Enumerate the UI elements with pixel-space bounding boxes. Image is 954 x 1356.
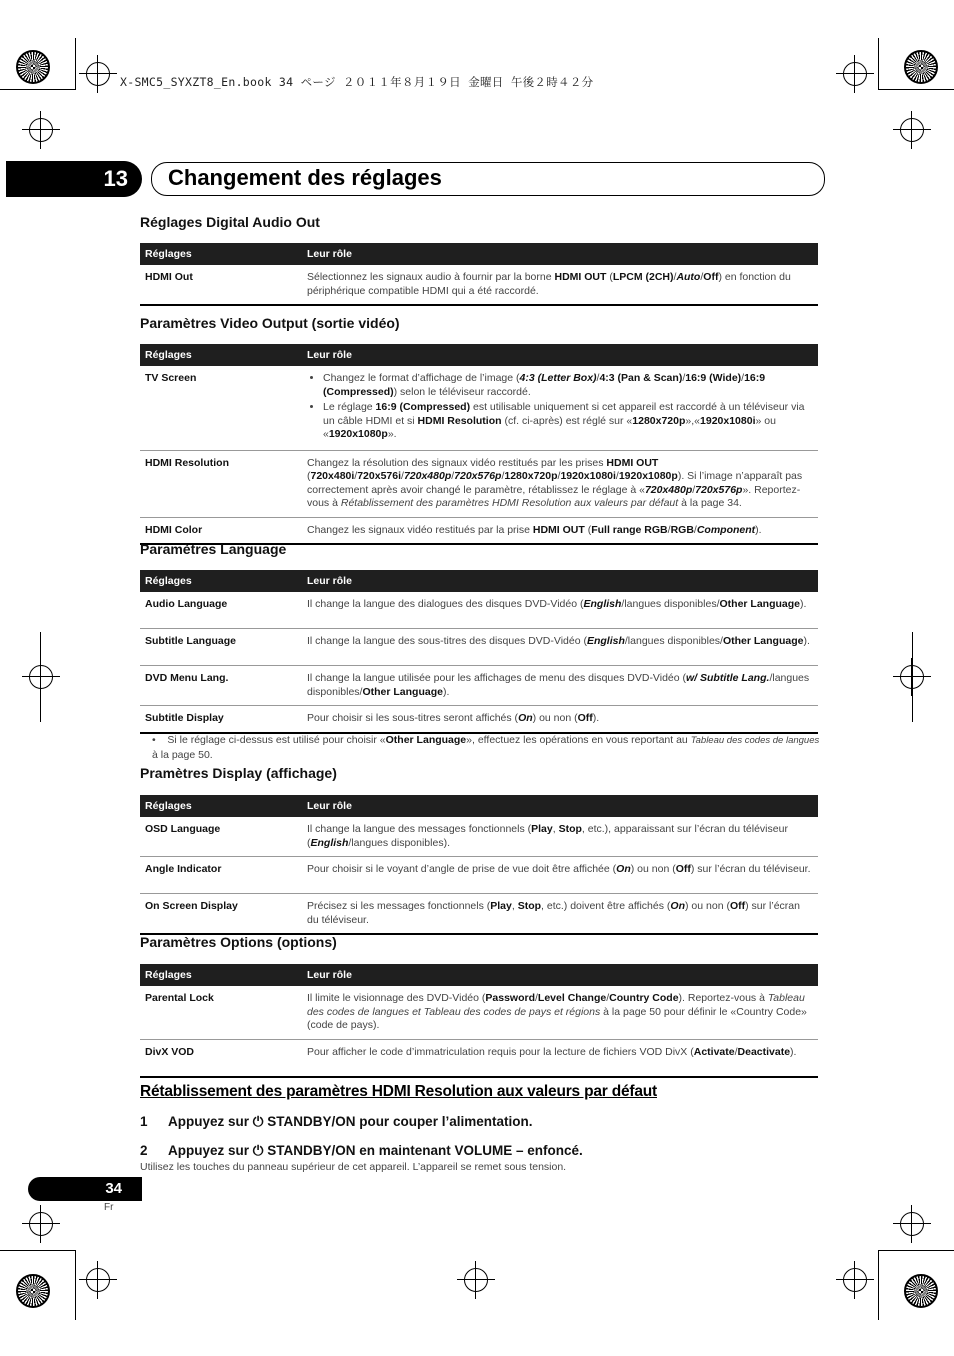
table-row — [140, 706, 818, 733]
color-target-icon — [904, 1274, 938, 1308]
setting-desc: Il change la langue des dialogues des disques DVD-Vidéo (English/langues disponibles/Other Language). — [302, 592, 818, 629]
registration-target-icon — [843, 62, 867, 86]
registration-target-icon — [900, 1212, 924, 1236]
setting-name: HDMI Out — [140, 265, 302, 305]
table-row — [140, 986, 818, 1039]
crop-mark — [878, 89, 954, 90]
registration-target-icon — [86, 1268, 110, 1292]
setting-desc: Il change la langue utilisée pour les affichages de menu des disques DVD-Vidéo (w/ Subtitle Lang./langues disponibles/Other Language). — [302, 666, 818, 706]
setting-desc: Il limite le visionnage des DVD-Vidéo (Password/Level Change/Country Code). Reportez-vous à Tableau des codes de langues et Tableau des codes de pays et régions à la page 50 pour définir le «Country Code» (code de pays). — [302, 986, 818, 1039]
setting-name: Subtitle Display — [140, 706, 302, 733]
print-header: X-SMC5_SYXZT8_En.book 34 ページ ２０１１年８月１９日 金曜日 午後２時４２分 — [120, 75, 594, 89]
registration-target-icon — [900, 665, 924, 689]
crop-mark — [878, 38, 879, 90]
color-target-icon — [16, 50, 50, 84]
col-role: Leur rôle — [302, 795, 818, 817]
language-table — [140, 570, 818, 734]
setting-name: Subtitle Language — [140, 629, 302, 666]
registration-target-icon — [464, 1268, 488, 1292]
color-target-icon — [904, 50, 938, 84]
setting-desc: Précisez si les messages fonctionnels (Play, Stop, etc.) doivent être affichés (On) ou non (Off) sur l’écran du téléviseur. — [302, 894, 818, 935]
col-setting: Réglages — [140, 243, 302, 265]
digital-audio-table — [140, 243, 818, 306]
table-row — [140, 857, 818, 894]
page-number-badge: 34 — [28, 1177, 142, 1201]
setting-desc: Il change la langue des sous-titres des disques DVD-Vidéo (English/langues disponibles/Other Language). — [302, 629, 818, 666]
setting-name: TV Screen — [140, 366, 302, 450]
setting-name: Angle Indicator — [140, 857, 302, 894]
table-row — [140, 265, 818, 305]
bullet-item: • Changez le format d’affichage de l’image (4:3 (Letter Box)/4:3 (Pan & Scan)/16:9 (Wide)/16:9 (Compressed)) selon le téléviseur raccordé. — [323, 372, 813, 399]
col-setting: Réglages — [140, 344, 302, 366]
step-2: 2 Appuyez sur ⏻ STANDBY/ON en maintenant VOLUME – enfoncé. — [140, 1143, 583, 1158]
setting-desc: Sélectionnez les signaux audio à fournir par la borne HDMI OUT (LPCM (2CH)/Auto/Off) en fonction du périphérique compatible HDMI qui a été raccordé. — [302, 265, 818, 305]
setting-desc: Pour choisir si le voyant d’angle de prise de vue doit être affichée (On) ou non (Off) sur l’écran du téléviseur. — [302, 857, 818, 894]
table-row — [140, 1039, 818, 1077]
table-row — [140, 592, 818, 629]
setting-name: HDMI Color — [140, 517, 302, 544]
registration-target-icon — [29, 118, 53, 142]
display-table — [140, 795, 818, 935]
setting-desc: Il change la langue des messages fonctionnels (Play, Stop, etc.), apparaissant sur l’écran du téléviseur (English/langues disponibles). — [302, 817, 818, 857]
setting-desc: Changez la résolution des signaux vidéo restitués par les prises HDMI OUT (720x480i/720x576i/720x480p/720x576p/1280x720p/1920x1080i/1920x1080p). Si l’image n’apparaît pas correctement après avoir changé le paramètre, rétablissez le réglage à «720x480p/720x576p». Reportez-vous à Rétablissement des paramètres HDMI Resolution aux valeurs par défaut à la page 34. — [302, 450, 818, 517]
table-row — [140, 666, 818, 706]
table-row — [140, 629, 818, 666]
digital-audio-heading: Réglages Digital Audio Out — [140, 214, 320, 230]
language-heading: Paramètres Language — [140, 541, 287, 557]
setting-desc: Pour choisir si les sous-titres seront affichés (On) ou non (Off). — [302, 706, 818, 733]
crop-mark — [878, 1250, 879, 1320]
options-heading: Paramètres Options (options) — [140, 934, 337, 950]
registration-target-icon — [86, 62, 110, 86]
col-role: Leur rôle — [302, 964, 818, 986]
col-setting: Réglages — [140, 570, 302, 592]
table-row — [140, 817, 818, 857]
setting-desc: Pour afficher le code d’immatriculation requis pour la lecture de fichiers VOD DivX (Activate/Deactivate). — [302, 1039, 818, 1077]
step-2-note: Utilisez les touches du panneau supérieur de cet appareil. L’appareil se remet sous tension. — [140, 1161, 567, 1173]
step-1: 1 Appuyez sur ⏻ STANDBY/ON pour couper l’alimentation. — [140, 1114, 533, 1129]
setting-name: Audio Language — [140, 592, 302, 629]
language-code: Fr — [104, 1202, 114, 1213]
setting-name: OSD Language — [140, 817, 302, 857]
registration-target-icon — [843, 1268, 867, 1292]
bullet-item: • Le réglage 16:9 (Compressed) est utilisable uniquement si cet appareil est raccordé à un téléviseur via un câble HDMI et si HDMI Resolution (cf. ci-après) est réglé sur «1280x720p»,«1920x1080i» ou «1920x1080p». — [323, 401, 813, 442]
table-row — [140, 894, 818, 935]
display-heading: Pramètres Display (affichage) — [140, 765, 337, 781]
options-table — [140, 964, 818, 1078]
table-row — [140, 366, 818, 450]
registration-target-icon — [900, 118, 924, 142]
chapter-number-badge: 13 — [6, 161, 142, 197]
setting-name: Parental Lock — [140, 986, 302, 1039]
crop-mark — [0, 89, 75, 90]
col-role: Leur rôle — [302, 570, 818, 592]
registration-target-icon — [29, 665, 53, 689]
col-role: Leur rôle — [302, 344, 818, 366]
setting-name: HDMI Resolution — [140, 450, 302, 517]
chapter-title: Changement des réglages — [168, 165, 442, 190]
table-row — [140, 517, 818, 544]
col-setting: Réglages — [140, 964, 302, 986]
color-target-icon — [16, 1274, 50, 1308]
crop-mark — [75, 38, 76, 90]
col-setting: Réglages — [140, 795, 302, 817]
reset-section-title: Rétablissement des paramètres HDMI Resolution aux valeurs par défaut — [140, 1083, 658, 1100]
language-note: • Si le réglage ci-dessus est utilisé pour choisir «Other Language», effectuez les opérations en vous reportant au Tableau des codes de langues à la page 50. — [152, 734, 820, 761]
col-role: Leur rôle — [302, 243, 818, 265]
crop-mark — [878, 1250, 954, 1251]
crop-mark — [0, 1250, 75, 1251]
table-row — [140, 450, 818, 517]
setting-name: DivX VOD — [140, 1039, 302, 1077]
setting-desc — [302, 366, 818, 450]
setting-name: DVD Menu Lang. — [140, 666, 302, 706]
video-output-heading: Paramètres Video Output (sortie vidéo) — [140, 315, 400, 331]
video-output-table — [140, 344, 818, 545]
setting-name: On Screen Display — [140, 894, 302, 935]
setting-desc: Changez les signaux vidéo restitués par la prise HDMI OUT (Full range RGB/RGB/Component). — [302, 517, 818, 544]
crop-mark — [75, 1250, 76, 1320]
registration-target-icon — [29, 1212, 53, 1236]
